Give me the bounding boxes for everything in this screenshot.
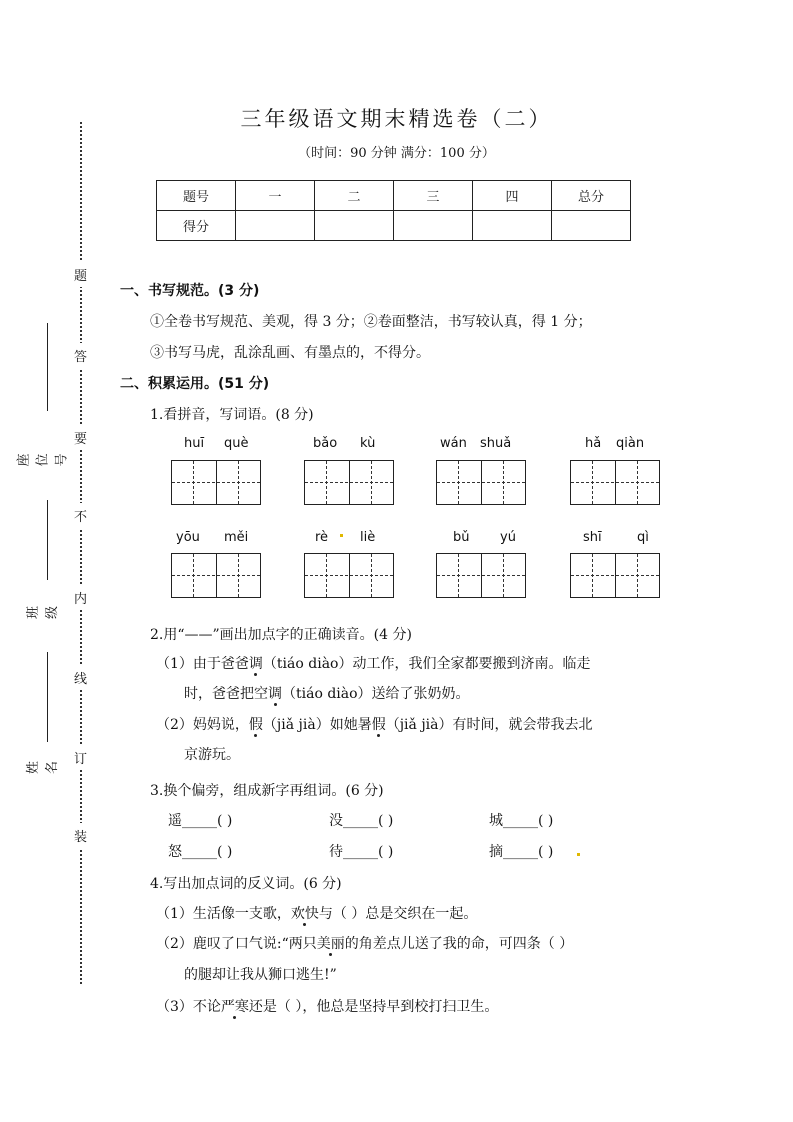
q3-item[interactable]: 怒_____( ) xyxy=(168,844,233,860)
writing-grid-box[interactable] xyxy=(436,460,526,505)
score-header-cell: 总分 xyxy=(552,181,631,211)
pinyin-syllable: wán xyxy=(440,436,467,451)
q2-line1: （1）由于爸爸调（tiáo diào）动工作，我们全家都要搬到济南。临走 xyxy=(156,656,591,672)
score-header-cell: 三 xyxy=(394,181,473,211)
section1-heading: 一、书写规范。(3 分) xyxy=(120,283,260,299)
yellow-mark xyxy=(340,534,343,537)
dotted-char: 假 xyxy=(371,717,386,733)
yellow-mark xyxy=(577,853,580,856)
dotted-word: 美丽 xyxy=(316,936,345,952)
seat-number-line[interactable] xyxy=(47,323,48,411)
binding-char-7: 订 xyxy=(74,745,87,770)
binding-char-4: 不 xyxy=(74,503,87,528)
score-header-cell: 一 xyxy=(236,181,315,211)
pinyin-syllable: bǔ xyxy=(453,530,470,545)
q2-line2: 时，爸爸把空调（tiáo diào）送给了张奶奶。 xyxy=(184,686,470,702)
pinyin-syllable: měi xyxy=(224,530,249,545)
binding-char-8: 装 xyxy=(74,823,87,848)
binding-char-5: 内 xyxy=(74,585,87,610)
q4-line2: （2）鹿叹了口气说:“两只美丽的角差点儿送了我的命，可四条（ ） xyxy=(156,936,574,952)
pinyin-syllable: huī xyxy=(184,436,205,451)
q4-title: 4.写出加点词的反义词。(6 分) xyxy=(150,876,342,892)
q2-title: 2.用“——”画出加点字的正确读音。(4 分) xyxy=(150,627,412,643)
section2-heading: 二、积累运用。(51 分) xyxy=(120,376,270,392)
writing-grid-box[interactable] xyxy=(171,460,261,505)
binding-char-1: 题 xyxy=(74,262,87,287)
class-line[interactable] xyxy=(47,500,48,580)
pinyin-syllable: yōu xyxy=(176,530,200,545)
writing-grid-box[interactable] xyxy=(304,553,394,598)
pinyin-syllable: què xyxy=(224,436,249,451)
score-header-cell: 二 xyxy=(315,181,394,211)
score-cell[interactable] xyxy=(473,211,552,241)
score-cell[interactable] xyxy=(394,211,473,241)
pinyin-syllable: liè xyxy=(360,530,376,545)
dotted-char: 调 xyxy=(268,686,282,702)
binding-char-2: 答 xyxy=(74,343,87,368)
pinyin-syllable: qiàn xyxy=(616,436,645,451)
seat-number-label: 座位号 xyxy=(16,453,70,467)
q3-item[interactable]: 没_____( ) xyxy=(329,813,394,829)
section1-line1: ①全卷书写规范、美观，得 3 分；②卷面整洁，书写较认真，得 1 分； xyxy=(150,314,592,330)
q3-item[interactable]: 待_____( ) xyxy=(329,844,394,860)
writing-grid-box[interactable] xyxy=(304,460,394,505)
pinyin-syllable: qì xyxy=(637,530,649,545)
class-label: 班级 xyxy=(26,605,60,619)
q4-line4: （3）不论严寒还是（ ），他总是坚持早到校打扫卫生。 xyxy=(156,999,499,1015)
q2-line3: （2）妈妈说，假（jiǎ jià）如她暑假（jiǎ jià）有时间，就会带我去北 xyxy=(156,717,593,733)
name-line[interactable] xyxy=(47,652,48,742)
binding-char-3: 要 xyxy=(74,425,87,450)
dotted-char: 假 xyxy=(248,717,263,733)
score-header-cell: 题号 xyxy=(157,181,236,211)
writing-grid-box[interactable] xyxy=(570,460,660,505)
q2-line4: 京游玩。 xyxy=(184,747,240,763)
q3-item[interactable]: 城_____( ) xyxy=(489,813,554,829)
score-cell[interactable] xyxy=(552,211,631,241)
pinyin-syllable: kù xyxy=(360,436,376,451)
writing-grid-box[interactable] xyxy=(436,553,526,598)
pinyin-syllable: yú xyxy=(500,530,516,545)
pinyin-syllable: rè xyxy=(315,530,329,545)
q1-title: 1.看拼音，写词语。(8 分) xyxy=(150,407,314,423)
score-row xyxy=(157,211,631,241)
q3-title: 3.换个偏旁，组成新字再组词。(6 分) xyxy=(150,783,384,799)
section1-line2: ③书写马虎，乱涂乱画、有墨点的，不得分。 xyxy=(150,345,430,361)
q3-item[interactable]: 遥_____( ) xyxy=(168,813,233,829)
writing-grid-box[interactable] xyxy=(171,553,261,598)
binding-dotted-line xyxy=(80,122,82,984)
exam-info: （时间：90 分钟 满分：100 分） xyxy=(298,146,495,161)
score-row-label: 得分 xyxy=(157,211,236,241)
dotted-word: 严寒 xyxy=(220,999,249,1015)
writing-grid-box[interactable] xyxy=(570,553,660,598)
score-table xyxy=(156,180,631,241)
name-label: 姓名 xyxy=(26,760,60,774)
score-header-row xyxy=(157,181,631,211)
pinyin-syllable: shuǎ xyxy=(480,436,512,451)
q4-line3: 的腿却让我从狮口逃生!” xyxy=(184,967,337,983)
page-title: 三年级语文期末精选卷（二） xyxy=(240,107,553,131)
score-header-cell: 四 xyxy=(473,181,552,211)
pinyin-syllable: hǎ xyxy=(585,436,602,451)
score-cell[interactable] xyxy=(315,211,394,241)
pinyin-syllable: shī xyxy=(583,530,602,545)
pinyin-syllable: bǎo xyxy=(313,436,338,451)
binding-char-6: 线 xyxy=(74,665,87,690)
score-cell[interactable] xyxy=(236,211,315,241)
dotted-word: 欢快 xyxy=(290,906,319,922)
dotted-char: 调 xyxy=(248,656,263,672)
q3-item[interactable]: 摘_____( ) xyxy=(489,844,554,860)
q4-line1: （1）生活像一支歌，欢快与（ ）总是交织在一起。 xyxy=(156,906,478,922)
